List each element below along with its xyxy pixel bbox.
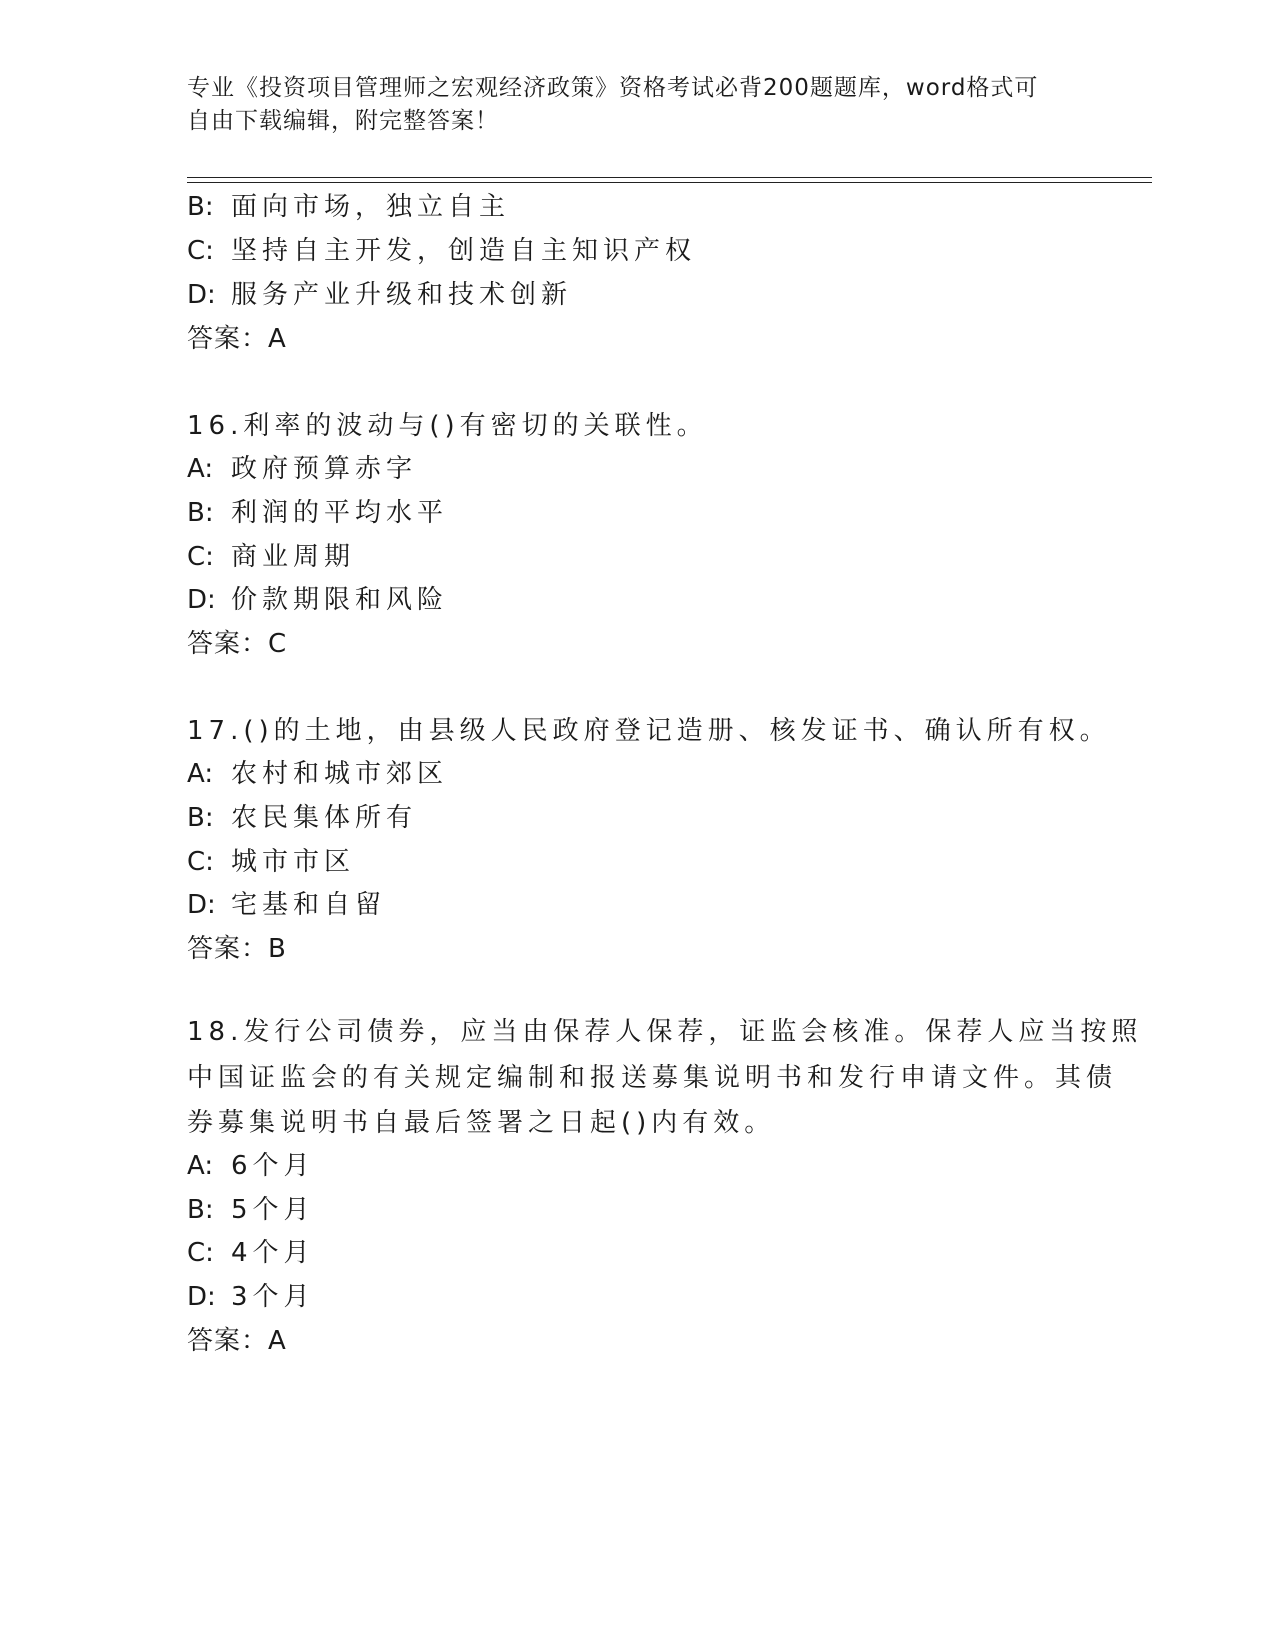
option-label: B: bbox=[187, 803, 214, 833]
option-label: C: bbox=[187, 542, 214, 572]
q17-option-b bbox=[187, 802, 417, 834]
header-divider-top bbox=[187, 177, 1152, 178]
option-label: D: bbox=[187, 890, 216, 920]
option-text: 6个月 bbox=[231, 1151, 315, 1181]
q18-option-d bbox=[187, 1281, 315, 1313]
option-text: 利润的平均水平 bbox=[231, 498, 449, 528]
q17-answer: 答案：B bbox=[187, 934, 287, 964]
q16-option-b bbox=[187, 497, 448, 529]
option-text: 农村和城市郊区 bbox=[231, 759, 449, 789]
option-text: 商业周期 bbox=[231, 542, 356, 572]
q16-option-a bbox=[187, 453, 417, 485]
option-label: C: bbox=[187, 847, 214, 877]
q18-question-line: 券募集说明书自最后签署之日起()内有效。 bbox=[187, 1108, 776, 1138]
q18-answer: 答案：A bbox=[187, 1326, 287, 1356]
option-label: D: bbox=[187, 280, 216, 310]
q18-option-a bbox=[187, 1150, 315, 1182]
option-text: 坚持自主开发，创造自主知识产权 bbox=[231, 236, 697, 266]
q18-option-b bbox=[187, 1194, 315, 1226]
option-text: 3个月 bbox=[231, 1282, 315, 1312]
option-label: A: bbox=[187, 454, 214, 484]
option-label: B: bbox=[187, 192, 214, 222]
option-text: 价款期限和风险 bbox=[231, 585, 449, 615]
header-title-line-2: 自由下载编辑，附完整答案！ bbox=[187, 108, 499, 134]
q15-option-b bbox=[187, 191, 510, 223]
q18-question bbox=[187, 1010, 1143, 1147]
q18-option-c bbox=[187, 1237, 315, 1269]
option-label: B: bbox=[187, 1195, 214, 1225]
option-text: 宅基和自留 bbox=[231, 890, 387, 920]
q15-option-c bbox=[187, 235, 696, 267]
q16-option-c bbox=[187, 541, 355, 573]
q15-option-d bbox=[187, 279, 572, 311]
option-label: A: bbox=[187, 1151, 214, 1181]
q18-question-line: 18.发行公司债券，应当由保荐人保荐，证监会核准。保荐人应当按照 bbox=[187, 1017, 1143, 1047]
q16-question: 16.利率的波动与()有密切的关联性。 bbox=[187, 411, 708, 441]
option-text: 农民集体所有 bbox=[231, 803, 418, 833]
q16-option-d bbox=[187, 584, 448, 616]
q18-question-line: 中国证监会的有关规定编制和报送募集说明书和发行申请文件。其债 bbox=[187, 1062, 1118, 1093]
option-text: 政府预算赤字 bbox=[231, 454, 418, 484]
q15-answer: 答案：A bbox=[187, 324, 287, 354]
option-label: C: bbox=[187, 236, 214, 266]
option-label: D: bbox=[187, 585, 216, 615]
document-header bbox=[187, 72, 1067, 138]
header-divider-bottom bbox=[187, 182, 1152, 183]
header-title-line-1: 专业《投资项目管理师之宏观经济政策》资格考试必背200题题库，word格式可 bbox=[187, 75, 1039, 101]
option-label: C: bbox=[187, 1238, 214, 1268]
option-text: 4个月 bbox=[231, 1238, 315, 1268]
q17-option-d bbox=[187, 889, 386, 921]
option-label: A: bbox=[187, 759, 214, 789]
q17-option-a bbox=[187, 758, 448, 790]
option-label: B: bbox=[187, 498, 214, 528]
q16-answer: 答案：C bbox=[187, 629, 288, 659]
q17-question: 17.()的土地，由县级人民政府登记造册、核发证书、确认所有权。 bbox=[187, 716, 1111, 746]
option-text: 面向市场，独立自主 bbox=[231, 192, 511, 222]
option-label: D: bbox=[187, 1282, 216, 1312]
option-text: 城市市区 bbox=[231, 847, 356, 877]
option-text: 服务产业升级和技术创新 bbox=[231, 280, 573, 310]
option-text: 5个月 bbox=[231, 1195, 315, 1225]
q17-option-c bbox=[187, 846, 355, 878]
